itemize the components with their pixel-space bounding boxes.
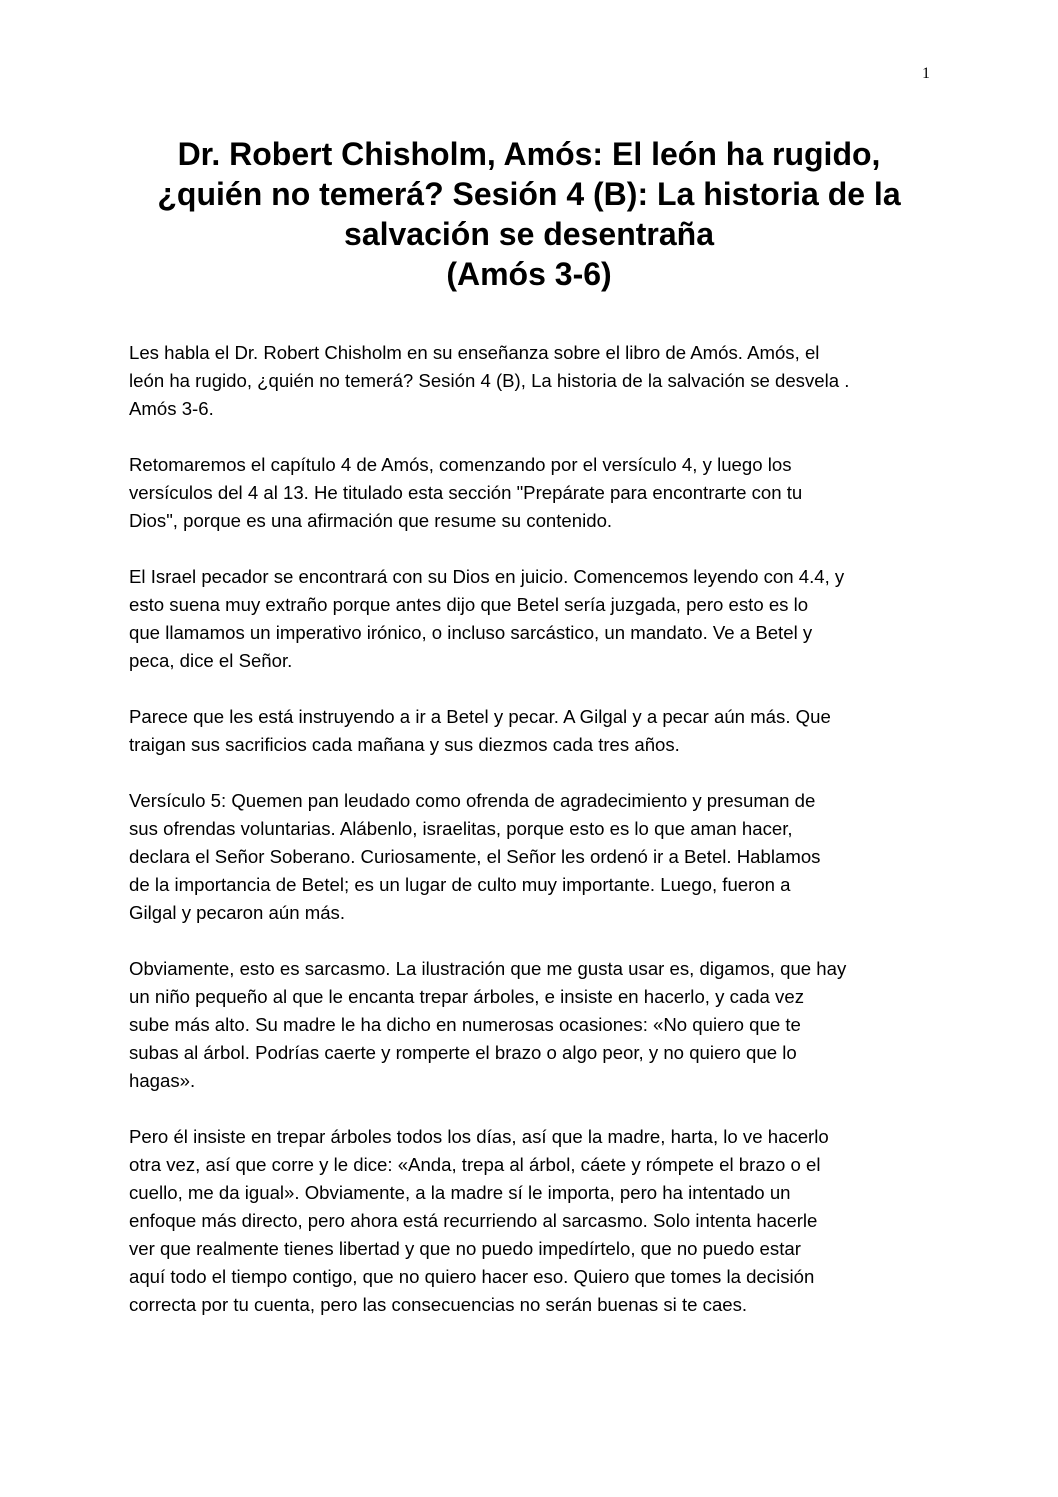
- text-line: Obviamente, esto es sarcasmo. La ilustración que me gusta usar es, digamos, que hay: [129, 958, 847, 979]
- text-line: correcta por tu cuenta, pero las consecuencias no serán buenas si te caes.: [129, 1294, 748, 1315]
- text-line: Dios", porque es una afirmación que resume su contenido.: [129, 510, 613, 531]
- text-line: Parece que les está instruyendo a ir a Betel y pecar. A Gilgal y a pecar aún más. Que: [129, 706, 831, 727]
- text-line: Les habla el Dr. Robert Chisholm en su enseñanza sobre el libro de Amós. Amós, el: [129, 342, 820, 363]
- text-line: Versículo 5: Quemen pan leudado como ofrenda de agradecimiento y presuman de: [129, 790, 816, 811]
- paragraph-chapter-4: [129, 451, 939, 535]
- text-line: otra vez, así que corre y le dice: «Anda, trepa al árbol, cáete y rómpete el brazo o el: [129, 1154, 821, 1175]
- paragraph-mother-response: [129, 1123, 939, 1319]
- text-line: peca, dice el Señor.: [129, 650, 293, 671]
- title-line: ¿quién no temerá? Sesión 4 (B): La historia de la: [157, 176, 901, 212]
- text-line: subas al árbol. Podrías caerte y romperte el brazo o algo peor, y no quiero que lo: [129, 1042, 797, 1063]
- text-line: traigan sus sacrificios cada mañana y sus diezmos cada tres años.: [129, 734, 680, 755]
- text-line: aquí todo el tiempo contigo, que no quiero hacer eso. Quiero que tomes la decisión: [129, 1266, 815, 1287]
- text-line: sube más alto. Su madre le ha dicho en numerosas ocasiones: «No quiero que te: [129, 1014, 801, 1035]
- text-line: que llamamos un imperativo irónico, o incluso sarcástico, un mandato. Ve a Betel y: [129, 622, 813, 643]
- text-line: El Israel pecador se encontrará con su Dios en juicio. Comencemos leyendo con 4.4, y: [129, 566, 845, 587]
- page-number: 1: [922, 65, 930, 82]
- text-line: sus ofrendas voluntarias. Alábenlo, israelitas, porque esto es lo que aman hacer,: [129, 818, 793, 839]
- text-line: hagas».: [129, 1070, 196, 1091]
- paragraph-betel-gilgal: [129, 703, 939, 759]
- text-line: cuello, me da igual». Obviamente, a la madre sí le importa, pero ha intentado un: [129, 1182, 791, 1203]
- text-line: Amós 3-6.: [129, 398, 214, 419]
- text-line: Retomaremos el capítulo 4 de Amós, comenzando por el versículo 4, y luego los: [129, 454, 792, 475]
- text-line: esto suena muy extraño porque antes dijo que Betel sería juzgada, pero esto es lo: [129, 594, 809, 615]
- text-line: enfoque más directo, pero ahora está recurriendo al sarcasmo. Solo intenta hacerle: [129, 1210, 818, 1231]
- paragraph-verse-5: [129, 787, 939, 927]
- paragraph-intro: [129, 339, 939, 423]
- text-line: un niño pequeño al que le encanta trepar árboles, e insiste en hacerlo, y cada vez: [129, 986, 804, 1007]
- text-line: de la importancia de Betel; es un lugar de culto muy importante. Luego, fueron a: [129, 874, 791, 895]
- text-line: Gilgal y pecaron aún más.: [129, 902, 346, 923]
- title-line: (Amós 3-6): [446, 256, 612, 292]
- title-line: salvación se desentraña: [344, 216, 714, 252]
- title-line: Dr. Robert Chisholm, Amós: El león ha rugido,: [177, 136, 881, 172]
- text-line: ver que realmente tienes libertad y que no puedo impedírtelo, que no puedo estar: [129, 1238, 801, 1259]
- text-line: declara el Señor Soberano. Curiosamente, el Señor les ordenó ir a Betel. Hablamos: [129, 846, 821, 867]
- text-line: león ha rugido, ¿quién no temerá? Sesión 4 (B), La historia de la salvación se desvela .: [129, 370, 850, 391]
- text-line: versículos del 4 al 13. He titulado esta sección "Prepárate para encontrarte con tu: [129, 482, 803, 503]
- text-line: Pero él insiste en trepar árboles todos los días, así que la madre, harta, lo ve hacerlo: [129, 1126, 829, 1147]
- paragraph-sarcasm-illustration: [129, 955, 939, 1095]
- document-body: [129, 339, 939, 1347]
- document-title: [128, 134, 930, 294]
- paragraph-israel-judgment: [129, 563, 939, 675]
